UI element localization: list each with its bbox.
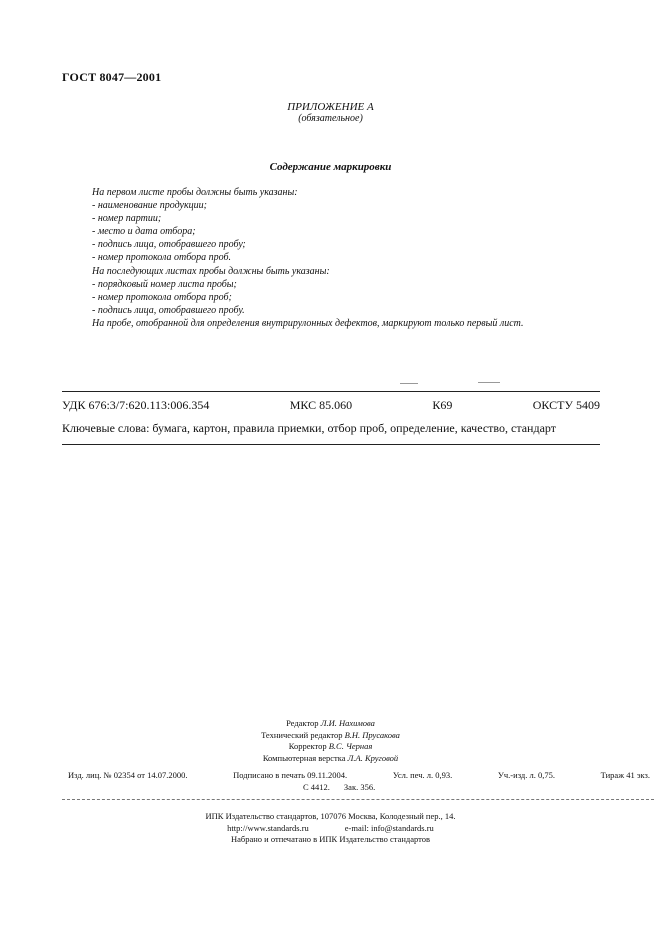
print-run: Тираж 41 экз. — [600, 770, 650, 780]
annex-subtitle: (обязательное) — [298, 113, 363, 124]
publisher-block — [0, 811, 661, 846]
classification-row — [62, 398, 600, 413]
dashed-separator — [62, 799, 654, 800]
credit-layout: Компьютерная верстка Л.А. Круговой — [262, 752, 399, 763]
text-line: - наименование продукции; — [92, 200, 207, 212]
credit-tech-editor: Технический редактор В.Н. Прусакова — [261, 729, 400, 740]
website-link[interactable]: http://www.standards.ru — [227, 822, 309, 833]
credit-proofreader: Корректор В.С. Черная — [288, 741, 373, 751]
bottom-rule — [62, 444, 600, 445]
credits-block — [0, 718, 661, 764]
publisher-address: ИПК Издательство стандартов, 107076 Москва, Колодезный пер., 14. — [205, 811, 456, 821]
scan-artifact — [478, 382, 500, 383]
scan-artifact — [400, 383, 418, 384]
mks-code: МКС 85.060 — [289, 398, 353, 412]
annex-title: ПРИЛОЖЕНИЕ А — [287, 101, 374, 113]
uch-sheets: Уч.-изд. л. 0,75. — [497, 770, 555, 780]
printed-by: Набрано и отпечатано в ИПК Издательство стандартов — [230, 834, 431, 844]
print-info-order — [303, 782, 389, 792]
usl-sheets: Усл. печ. л. 0,93. — [392, 770, 453, 780]
k-code: К69 — [432, 398, 453, 412]
text-line: - номер протокола отбора проб. — [92, 252, 231, 264]
section-title: Содержание маркировки — [269, 161, 392, 173]
document-code: ГОСТ 8047—2001 — [62, 70, 162, 84]
email-link[interactable]: e-mail: info@standards.ru — [344, 822, 434, 833]
text-line: - порядковый номер листа пробы; — [92, 278, 237, 290]
text-line: На последующих листах пробы должны быть указаны: — [92, 265, 330, 277]
text-line: - номер партии; — [92, 213, 162, 225]
top-rule — [62, 391, 600, 392]
signed-date: Подписано в печать 09.11.2004. — [233, 770, 348, 780]
text-line: - место и дата отбора; — [92, 226, 196, 238]
text-line: - подпись лица, отобравшего пробу; — [92, 239, 246, 251]
c-number: С 4412. — [303, 782, 330, 792]
udk-code: УДК 676:3/7:620.113:006.354 — [62, 398, 210, 412]
publisher-contacts — [0, 823, 661, 835]
license: Изд. лиц. № 02354 от 14.07.2000. — [68, 770, 188, 780]
order-number: Зак. 356. — [343, 782, 376, 792]
text-line: - номер протокола отбора проб; — [92, 291, 232, 303]
keywords: Ключевые слова: бумага, картон, правила приемки, отбор проб, определение, качество, стандарт — [62, 421, 556, 435]
text-line: На первом листе пробы должны быть указаны: — [92, 187, 298, 198]
print-info — [68, 770, 650, 780]
credit-editor: Редактор Л.И. Нахимова — [286, 718, 375, 728]
text-line: На пробе, отобранной для определения внутрирулонных дефектов, маркируют только первый лист. — [92, 317, 524, 329]
okstu-code: ОКСТУ 5409 — [532, 398, 600, 412]
text-line: - подпись лица, отобравшего пробу. — [92, 304, 245, 316]
marking-content-text — [92, 186, 612, 330]
